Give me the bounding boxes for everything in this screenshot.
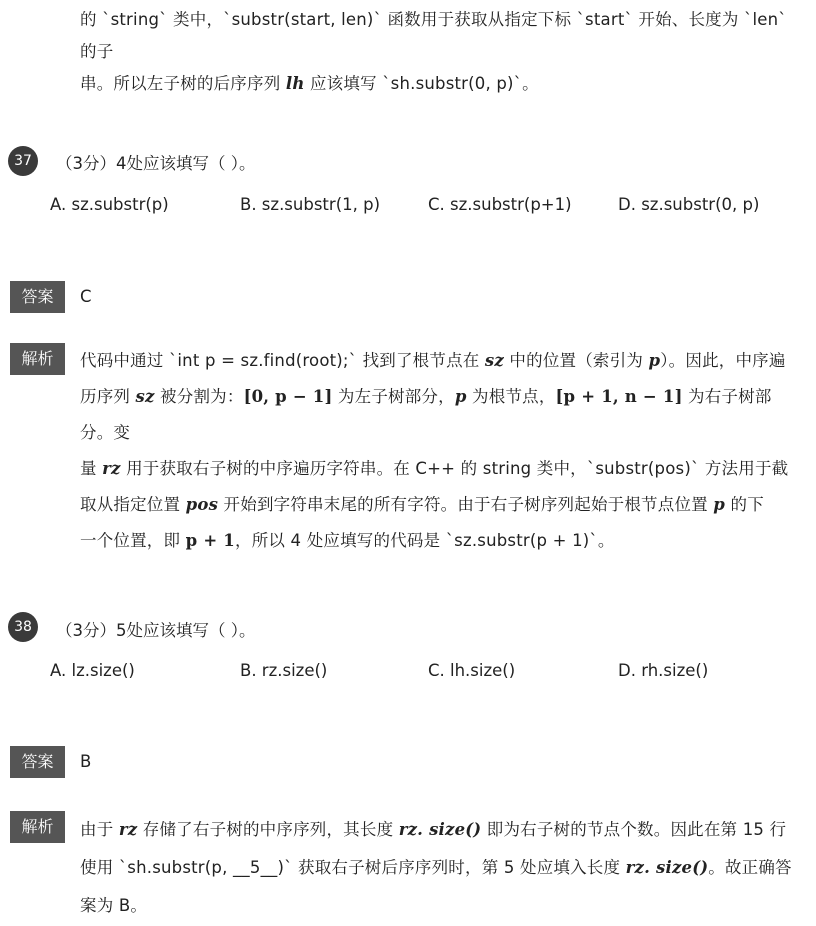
question-number-badge: 37 (8, 146, 38, 176)
analysis-text (80, 811, 800, 925)
answer-tag: 答案 (10, 746, 65, 778)
analysis-line: 一个位置，即 p + 1，所以 4 处应填写的代码是 `sz.substr(p + 1)`。 (80, 531, 615, 550)
option-a[interactable]: A. sz.substr(p) (50, 195, 169, 214)
question-stem: （3分）4处应该填写（ ）。 (56, 154, 256, 173)
option-d[interactable]: D. sz.substr(0, p) (618, 195, 760, 214)
analysis-line: 案为 B。 (80, 896, 148, 915)
intro-line-2: 串。所以左子树的后序序列 lh 应该填写 `sh.substr(0, p)`。 (80, 74, 539, 93)
option-c[interactable]: C. sz.substr(p+1) (428, 195, 572, 214)
question-stem: （3分）5处应该填写（ ）。 (56, 621, 256, 640)
option-c[interactable]: C. lh.size() (428, 661, 516, 680)
analysis-line: 量 rz 用于获取右子树的中序遍历字符串。在 C++ 的 string 类中，`substr(pos)` 方法用于截 (80, 459, 789, 478)
analysis-line: 历序列 sz 被分割为：[0, p − 1] 为左子树部分，p 为根节点，[p + 1, n − 1] 为右子树部分。变 (80, 387, 772, 442)
option-b[interactable]: B. rz.size() (240, 661, 328, 680)
analysis-line: 使用 `sh.substr(p, __5__)` 获取右子树后序序列时，第 5 处应填入长度 rz. size()。故正确答 (80, 858, 792, 877)
analysis-line: 由于 rz 存储了右子树的中序序列，其长度 rz. size() 即为右子树的节点个数。因此在第 15 行 (80, 820, 787, 839)
analysis-tag: 解析 (10, 343, 65, 375)
answer-value: B (80, 752, 92, 771)
option-a[interactable]: A. lz.size() (50, 661, 135, 680)
analysis-line: 代码中通过 `int p = sz.find(root);` 找到了根节点在 sz 中的位置（索引为 p）。因此，中序遍 (80, 351, 786, 370)
option-b[interactable]: B. sz.substr(1, p) (240, 195, 381, 214)
answer-value: C (80, 287, 92, 306)
analysis-text (80, 343, 800, 559)
analysis-tag: 解析 (10, 811, 65, 843)
option-d[interactable]: D. rh.size() (618, 661, 709, 680)
answer-tag: 答案 (10, 281, 65, 313)
intro-paragraph (80, 4, 800, 100)
analysis-line: 取从指定位置 pos 开始到字符串末尾的所有字符。由于右子树序列起始于根节点位置 p 的下 (80, 495, 764, 514)
intro-line-1: 的 `string` 类中，`substr(start, len)` 函数用于获取从指定下标 `start` 开始、长度为 `len` 的子 (80, 10, 787, 61)
question-number-badge: 38 (8, 612, 38, 642)
